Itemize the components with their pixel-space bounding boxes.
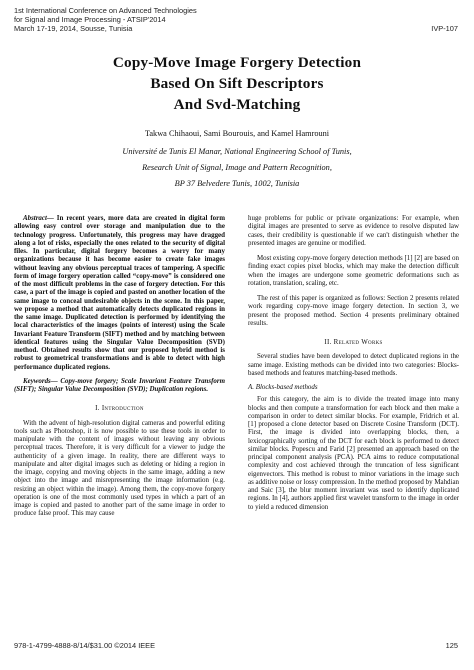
section-2-heading: II. Related Works — [324, 338, 383, 346]
title-line-2: Based On Sift Descriptors — [150, 75, 324, 92]
affiliation-line-1: Université de Tunis El Manar, National Engineering School of Tunis, — [122, 147, 352, 156]
abstract-text: In recent years, more data are created in digital form allowing easy control over storage and manipulation due to the technology progress. Unfortunately, this progress may have dragged along a lot of risks, especially the ones related to the security of digital files. In particular, digital forgery becomes a worry for many organizations because it has become easier to create fake images without leaving any obvious perceptual traces of tampering. A specific form of image forgery operation called “copy-move” is considered one of the most difficult problems in the case of forgery detection. For this case, a part of the image is copied and pasted on another location of the same image to conceal undesirable objects in the scene. In this paper, we propose a method that automatically detects duplicated regions in the same image. Duplicated detection is performed by identifying the local characteristics of the images (points of interest) using the Scale Invariant Feature Transform (SIFT) method and by matching between identical features using the Singular Value Decomposition (SVD) method. Obtained results show that our proposed hybrid method is robust to geometrical transformations and is able to detect with high performance duplicated regions. — [14, 214, 225, 371]
right-paragraph-3: The rest of this paper is organized as follows: Section 2 presents related work regarding copy-move image forgery detection. In section 3, we present the proposed method. Section 4 presents preliminary obtained results. — [248, 294, 459, 327]
conference-line-3: March 17-19, 2014, Sousse, Tunisia — [14, 24, 133, 33]
title-line-3: And Svd-Matching — [173, 96, 301, 113]
conference-line-1: 1st International Conference on Advanced Technologies — [14, 6, 197, 15]
affiliation-line-3: BP 37 Belvedere Tunis, 1002, Tunisia — [174, 179, 300, 188]
paper-title — [0, 52, 474, 115]
intro-paragraph-1: With the advent of high-resolution digital cameras and powerful editing tools such as Photoshop, it is now possible to use these tools in order to manipulate with the content of images without leaving any obvious perceptual traces. Therefore, it is very difficult for a viewer to judge the authenticity of a given image. In reality, there are different ways to manipulate and alter digital images such as deleting or hiding a region in the image, copying and moving objects in the same image, adding a new object into the image and misrepresenting the image information (e.g. resizing an object within the image). Among them, the copy-move forgery operation is one of the most commonly used types in which a part of an image is copied and pasted to another part of the same image in order to produce false proof. This may cause — [14, 418, 225, 518]
blocks-paragraph-1: For this category, the aim is to divide the treated image into many blocks and then compute a transformation for each block and then make a comparison in order to detect similar blocks. For example, Fridrich et al. [1] proposed a clone detector based on Discrete Cosine Transform (DCT). First, the image is divided into overlapping blocks, then, a lexicographically sorting of the DCT for each block is performed to detect similar blocks. Popescu and Farid [2] presented an approach based on the principal component analysis (PCA). PCA aims to reduce computational complexity and cost achieved through the truncation of less significant eigenvectors. This method is robust to minor variations in the image such as additive noise or lossy compression. In the method proposed by Mahdian and Saic [3], the blur moment invariant was used to identify duplicated regions. In [4], authors applied first wavelet transform to the image in order to yield a reduced dimension — [248, 395, 459, 511]
right-column — [248, 214, 459, 511]
paper-code: IVP-107 — [431, 24, 458, 33]
right-paragraph-1: huge problems for public or private organizations: For example, when digital images are presented to serve as evidence to resolve disputed law cases, their credibility is questionable if we can't distinguish whether the presented images are genuine or modified. — [248, 214, 459, 247]
affiliation-line-2: Research Unit of Signal, Image and Pattern Recognition, — [142, 163, 332, 172]
right-paragraph-2: Most existing copy-move forgery detection methods [1] [2] are based on finding exact copies pixel blocks, which may make the detection difficult when the images are undergone some geometric deformations such as rotation, translation, scaling, etc. — [248, 254, 459, 287]
footer-copyright: 978-1-4799-4888-8/14/$31.00 ©2014 IEEE — [14, 641, 156, 650]
abstract-lead: Abstract— — [23, 214, 54, 222]
conference-line-2: for Signal and Image Processing - ATSIP'2014 — [14, 15, 166, 24]
related-paragraph-1: Several studies have been developed to detect duplicated regions in the same image. Existing methods can be divided into two categories: Blocks-based methods and features matching-based methods. — [248, 352, 459, 377]
title-line-1: Copy-Move Image Forgery Detection — [112, 54, 362, 71]
footer-page-number: 125 — [445, 641, 458, 650]
abstract — [14, 214, 225, 371]
left-column — [14, 214, 225, 518]
section-1-heading: I. Introduction — [95, 404, 144, 413]
keywords: Keywords— Copy-move forgery; Scale Invariant Feature Transform (SIFT); Singular Value Decomposition (SVD); Duplication regions. — [14, 376, 225, 393]
subsection-a-heading: A. Blocks-based methods — [248, 383, 318, 391]
affiliation — [0, 144, 474, 192]
authors: Takwa Chihaoui, Sami Bourouis, and Kamel Hamrouni — [144, 129, 330, 138]
conference-header — [14, 6, 197, 33]
